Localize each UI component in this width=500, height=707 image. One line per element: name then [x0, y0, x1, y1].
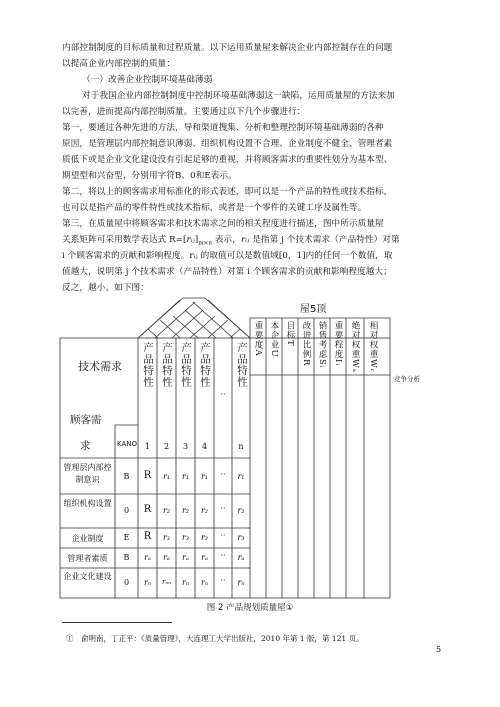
product-char-num-4: 4: [201, 442, 208, 451]
customer-need-1: 管理层内部控制意识: [63, 463, 112, 484]
eval-relative-weight: 相对权重Wᵣ: [368, 321, 378, 373]
formula-r: rᵢⱼ: [186, 235, 195, 245]
matrix-cell: r₁: [200, 472, 209, 481]
paragraph-line: 期望型和兴奋型，分别用字符B、0和E表示。: [62, 171, 237, 181]
paragraph-line: 第二，将以上的顾客需求用标准化的形式表述，即可以是一个产品的特性或技术指标，: [62, 187, 393, 197]
paragraph-line: i 个顾客需求的贡献和影响程度。rᵢⱼ 的取值可以是数值域[0，1]内的任何一个数值，取: [62, 251, 393, 261]
formula-r: rᵢⱼ: [240, 235, 250, 245]
matrix-cell: r₃: [162, 533, 171, 542]
text: 关系矩阵可采用数学表达式 R=[: [62, 235, 187, 245]
kano-3: E: [123, 533, 130, 542]
eval-importance-degree: 重要程度Iᵢ: [333, 321, 343, 367]
kano-4: B: [123, 553, 130, 562]
eval-improvement-ratio: 改进比例R: [301, 321, 311, 367]
paragraph-line: 质低下或是企业文化建设没有引起足够的重视，并将顾客需求的重要性划分为基本型、: [62, 155, 393, 165]
customer-need-3: 企业制度: [71, 534, 104, 543]
matrix-cell: r₃: [200, 533, 209, 542]
matrix-cell: ··: [220, 504, 226, 513]
paragraph-line: 对于我国企业内部控制制度中控制环境基础薄弱这一缺陷，运用质量屋的方法来加: [82, 91, 395, 101]
matrix-cell: r₁: [162, 472, 171, 481]
product-char-2: 产品特性: [161, 342, 173, 388]
competition-analysis-label: 竞争分析: [394, 375, 420, 383]
matrix-cell: ··: [220, 531, 226, 540]
product-char-4: 产品特性: [199, 342, 211, 388]
matrix-cell: rₙ: [200, 578, 209, 587]
matrix-cell: ··: [220, 576, 226, 585]
matrix-cell: rₙ: [143, 578, 152, 587]
matrix-cell: rₙ: [237, 578, 245, 587]
product-char-num-2: 2: [163, 442, 170, 451]
matrix-cell: r₃: [181, 533, 190, 542]
matrix-cell: ··: [220, 470, 226, 479]
paragraph-line: 第三，在质量屋中将顾客需求和技术需求之间的相关程度进行描述，图中所示质量屋: [62, 219, 384, 229]
paragraph-line: 原因，是管理层内部控制意识薄弱、组织机构设置不合理、企业制度不健全、管理者素: [62, 139, 393, 149]
customer-need-5: 企业文化建设: [63, 572, 112, 581]
matrix-cell: rₐ: [237, 553, 245, 562]
paragraph-line: 值越大，说明第 j 个技术需求（产品特性）对第 i 个顾客需求的贡献和影响程度越大；: [62, 267, 392, 277]
matrix-cell: r₂: [200, 506, 209, 515]
product-char-1: 产品特性: [142, 342, 154, 388]
eval-importance: 重要度A: [253, 321, 263, 357]
product-char-ellipsis: ··: [220, 390, 226, 399]
text: 是指第 j 个技术需求（产品特性）对第: [249, 235, 400, 245]
matrix-cell: rₙₙ: [161, 578, 172, 586]
text: 表示，: [212, 235, 241, 245]
figure-caption: 图 2 产品规划质量屋①: [206, 603, 294, 613]
matrix-cell: R: [143, 470, 152, 481]
page-number: 5: [436, 645, 442, 654]
matrix-cell: R: [143, 504, 152, 515]
matrix-cell: r₁: [181, 472, 190, 481]
text: ]: [194, 235, 199, 245]
paragraph-line: 也可以是指产品的零件特性或技术指标，或者是一个零件的关键工序及属性等。: [62, 203, 367, 213]
eval-sales-point: 销售考虑Sᵢ: [317, 321, 327, 369]
footnote: ① 俞明南，丁正平：《质量管理》，大连理工大学出版社，2010 年第 1 版，第 121 页。: [66, 634, 364, 643]
matrix-cell: R: [143, 531, 152, 542]
kano-1: B: [123, 472, 130, 481]
paragraph-line: 反之，越小。如下图：: [62, 283, 149, 293]
kano-5: 0: [123, 578, 130, 587]
matrix-cell: rₐ: [144, 553, 151, 562]
product-char-3: 产品特性: [180, 342, 192, 388]
matrix-cell: r₃: [237, 533, 245, 542]
product-char-num-3: 3: [182, 442, 189, 451]
paragraph-line: 第一，要通过各种先进的方法，导和渠道搜集、分析和整理控制环境基础薄弱的各种: [62, 123, 384, 133]
footnote-divider: [62, 622, 172, 623]
tech-requirements-label: 技术需求: [78, 360, 122, 373]
matrix-cell: rₐ: [201, 553, 208, 562]
matrix-cell: rₐ: [182, 553, 189, 562]
customer-needs-label-2: 求: [80, 440, 91, 452]
matrix-cell: r₂: [237, 506, 245, 515]
product-char-n: 产品特性: [236, 342, 248, 388]
matrix-cell: rₐ: [163, 553, 170, 562]
paragraph-line: 以提高企业内部控制的质量：: [62, 59, 176, 69]
matrix-cell: ··: [220, 551, 226, 560]
matrix-cell: r₁: [237, 472, 245, 481]
eval-own-company: 本企业U: [269, 321, 279, 358]
matrix-cell: r₂: [162, 506, 171, 515]
product-char-num-1: 1: [144, 442, 151, 451]
roof-title: 屋5顶: [300, 304, 327, 315]
eval-absolute-weight: 绝对权重Wₐ: [350, 321, 360, 374]
product-char-num-n: n: [238, 442, 244, 451]
matrix-cell: r₂: [181, 506, 190, 515]
kano-2: 0: [123, 506, 130, 515]
customer-needs-label: 顾客需: [70, 414, 102, 426]
customer-need-4: 管理者素质: [67, 554, 108, 563]
paragraph-line: 内部控制制度的目标质量和过程质量。以下运用质量屋来解决企业内部控制存在的问题: [62, 43, 393, 53]
matrix-cell: rₙ: [181, 578, 190, 587]
eval-target: 目标T: [285, 321, 295, 347]
customer-need-2: 组织机构设置: [63, 499, 112, 508]
paragraph-line: 以完善，进而提高内部控制质量。主要通过以下几个步骤进行：: [62, 107, 306, 117]
kano-label: KANO: [117, 440, 138, 448]
formula-sub: m×n: [198, 240, 213, 247]
section-heading: （一）改善企业控制环境基础薄弱: [82, 75, 213, 85]
